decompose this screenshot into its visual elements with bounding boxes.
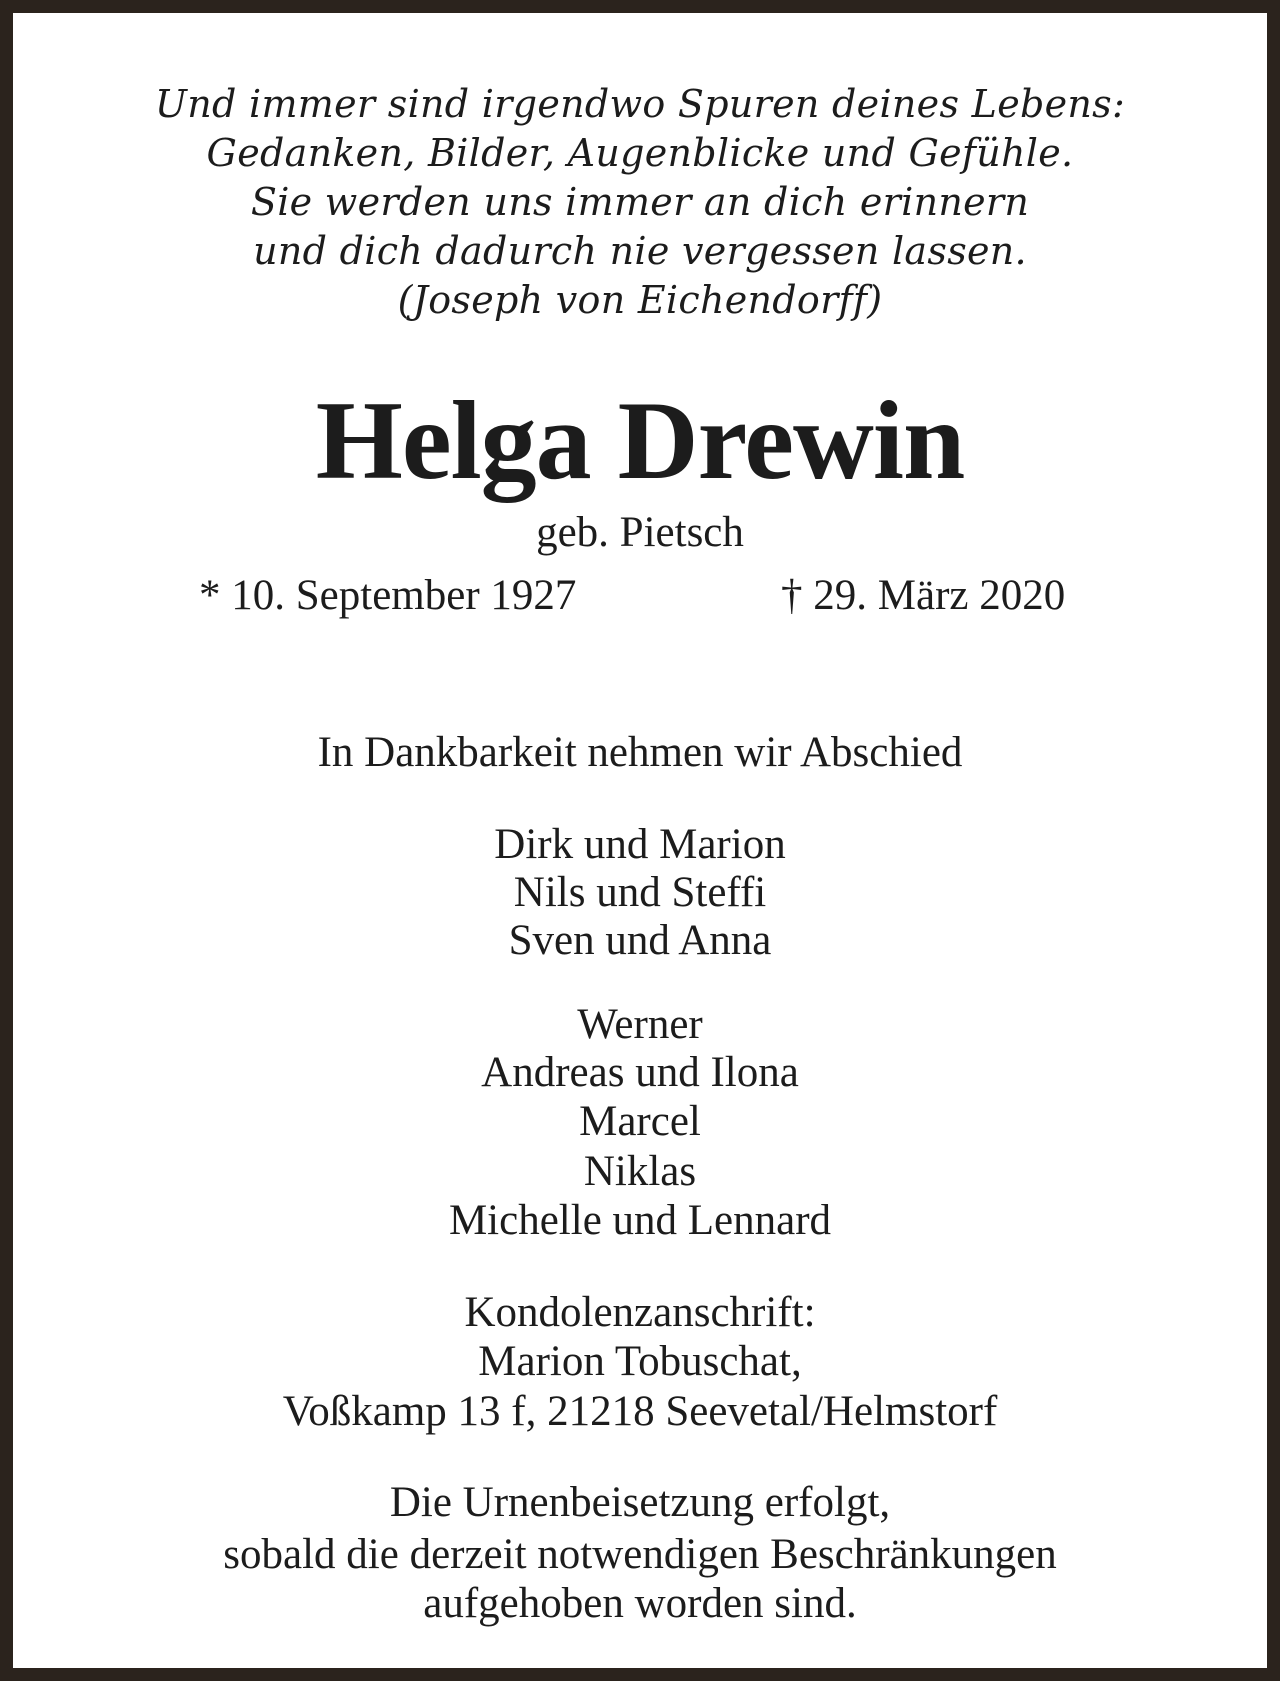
deceased-name: Helga Drewin <box>315 379 965 503</box>
quote-line: Und immer sind irgendwo Spuren deines Lebens: <box>154 82 1126 126</box>
mourner-line: Andreas und Ilona <box>481 1049 799 1096</box>
condolence-heading: Kondolenzanschrift: <box>464 1289 816 1336</box>
burial-note-line: aufgehoben worden sind. <box>423 1580 857 1627</box>
burial-note-line: Die Urnenbeisetzung erfolgt, <box>389 1479 891 1526</box>
condolence-address: Voßkamp 13 f, 21218 Seevetal/Helmstorf <box>282 1388 998 1435</box>
mourner-line: Niklas <box>583 1148 697 1195</box>
condolence-name: Marion Tobuschat, <box>478 1338 802 1385</box>
mourner-line: Marcel <box>579 1098 701 1145</box>
mourner-line: Sven und Anna <box>508 917 772 964</box>
death-date: † 29. März 2020 <box>781 572 1066 619</box>
quote-author: (Joseph von Eichendorff) <box>397 278 883 322</box>
quote-line: und dich dadurch nie vergessen lassen. <box>253 229 1027 273</box>
birth-date: * 10. September 1927 <box>199 572 577 619</box>
mourner-line: Dirk und Marion <box>494 821 786 868</box>
burial-note-line: sobald die derzeit notwendigen Beschränkungen <box>223 1531 1057 1578</box>
mourner-line: Nils und Steffi <box>513 869 767 916</box>
quote-line: Gedanken, Bilder, Augenblicke und Gefühle. <box>206 131 1074 175</box>
quote-line: Sie werden uns immer an dich erinnern <box>250 180 1030 224</box>
life-dates <box>13 574 1267 624</box>
farewell-text: In Dankbarkeit nehmen wir Abschied <box>317 729 963 776</box>
mourner-line: Werner <box>577 1001 703 1048</box>
mourner-line: Michelle und Lennard <box>448 1197 832 1244</box>
maiden-name: geb. Pietsch <box>536 509 744 556</box>
